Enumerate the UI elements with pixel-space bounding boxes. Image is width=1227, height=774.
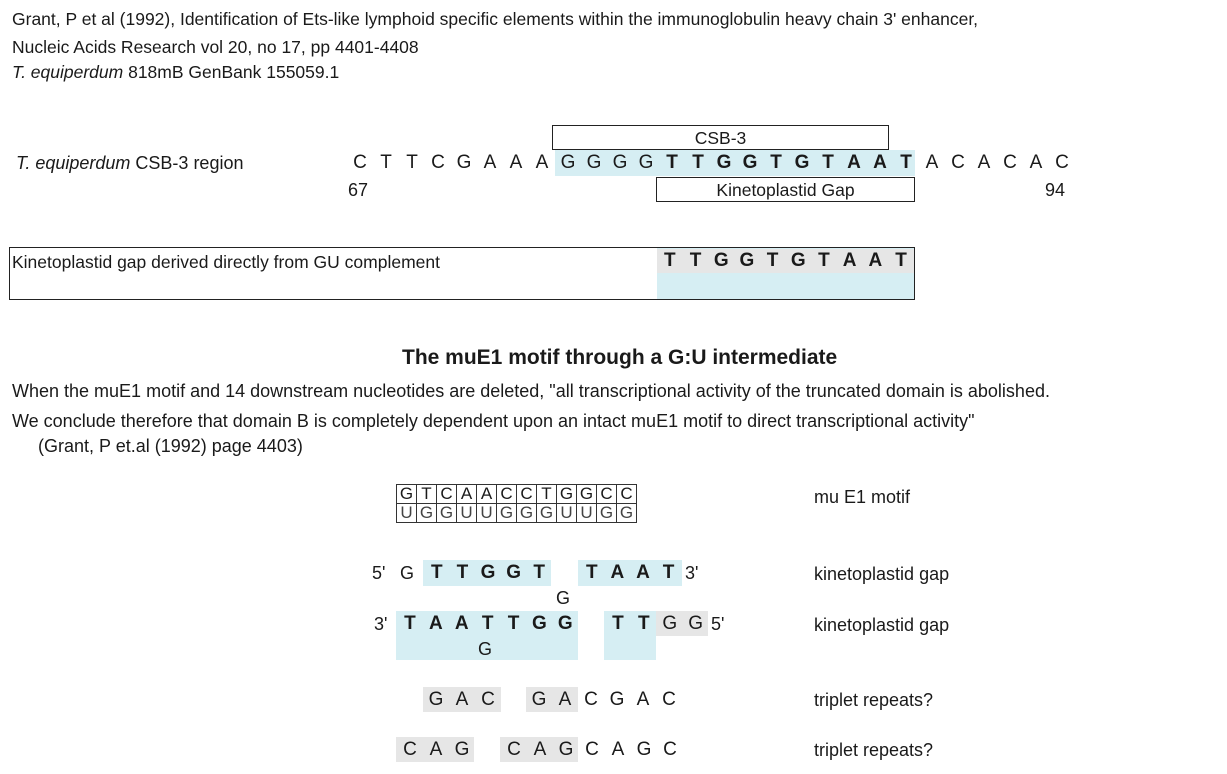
gap2-bulge-base: G [478,639,493,659]
csb-sequence [347,151,1075,175]
nucleotide: G [586,152,602,173]
nucleotide: G [739,250,755,271]
nucleotide: G [428,689,444,710]
citation-line-1: Grant, P et al (1992), Identification of Ets-like lymphoid specific elements within the immunoglobulin heavy chain 3' enhancer, [12,9,979,29]
nucleotide: C [1055,152,1069,173]
nucleotide: A [455,689,469,710]
nucleotide: T [689,250,702,271]
nucleotide: G [558,739,574,760]
nucleotide: T [692,152,704,173]
nucleotide: C [507,739,521,760]
motif-cell: C [517,485,537,504]
motif-cell: G [557,485,577,504]
nucleotide: T [380,152,392,173]
nucleotide: A [868,250,883,271]
csb-region-text: CSB-3 region [130,153,244,173]
nucleotide: T [900,152,912,173]
nucleotide: A [611,739,625,760]
nucleotide: T [585,562,598,583]
nucleotide: G [688,613,703,634]
nucleotide: C [403,739,417,760]
nucleotide: A [483,152,497,173]
nucleotide: C [951,152,965,173]
nucleotide: T [404,613,416,634]
nucleotide: G [612,152,628,173]
gap-derived-sequence [657,249,914,273]
nucleotide: A [636,562,650,583]
gap1-5prime: 5' [372,563,386,583]
nucleotide: G [794,152,810,173]
nucleotide: G [532,613,547,634]
motif-cell: A [457,485,477,504]
gap-derived-label: Kinetoplastid gap derived directly from GU complement [12,252,440,272]
gap1-right-sequence [579,561,681,585]
triplet2-a-sequence [397,738,475,762]
motif-cell: U [577,504,597,523]
nucleotide: C [431,152,445,173]
motif-cell: U [397,504,417,523]
gap2-left-sequence [397,612,578,636]
nucleotide: G [636,739,652,760]
section-paragraph-1: When the muE1 motif and 14 downstream nucleotides are deleted, "all transcriptional activity of the truncated domain is abolished. [12,381,1050,401]
motif-cell: G [617,504,637,523]
triplet1-label: triplet repeats? [814,690,934,710]
nucleotide: G [742,152,758,173]
nucleotide: T [430,562,443,583]
nucleotide: C [353,152,367,173]
nucleotide: A [636,689,650,710]
nucleotide: T [481,613,494,634]
csb-region-label [16,152,243,174]
nucleotide: G [713,250,729,271]
nucleotide: C [585,739,599,760]
nucleotide: G [609,689,625,710]
nucleotide: G [531,689,547,710]
nucleotide: G [790,250,806,271]
triplet2-b-sequence [501,738,683,762]
nucleotide: G [456,152,472,173]
nucleotide: A [873,152,887,173]
nucleotide: T [638,613,650,634]
nucleotide: T [770,152,782,173]
nucleotide: C [662,689,676,710]
nucleotide: T [612,613,624,634]
nucleotide: A [558,689,572,710]
csb-species: T. equiperdum [16,153,131,173]
nucleotide: T [664,250,676,271]
nucleotide: T [895,250,907,271]
motif-cell: C [617,485,637,504]
nucleotide: G [454,739,470,760]
nucleotide: G [557,613,573,634]
motif-cell: U [457,504,477,523]
motif-cell: C [497,485,517,504]
nucleotide: A [1029,152,1043,173]
nucleotide: A [428,613,443,634]
kinetoplastid-gap-label: Kinetoplastid Gap [716,180,855,200]
nucleotide: T [507,613,520,634]
motif-cell: G [397,485,417,504]
gap1-3prime: 3' [685,563,699,583]
nucleotide: T [766,250,779,271]
motif-cell: G [417,504,437,523]
species-name: T. equiperdum [12,62,124,82]
section-citation: (Grant, P et.al (1992) page 4403) [38,436,303,456]
motif-cell: G [517,504,537,523]
motif-cell: G [437,504,457,523]
nucleotide: T [666,152,678,173]
motif-cell: C [437,485,457,504]
nucleotide: G [638,152,654,173]
mue1-motif-grid [396,484,637,523]
gap2-5prime: 5' [711,614,725,634]
triplet2-label: triplet repeats? [814,740,934,760]
nucleotide: T [456,562,469,583]
nucleotide: A [925,152,939,173]
nucleotide: A [842,250,857,271]
nucleotide: C [663,739,677,760]
motif-cell: G [537,504,557,523]
gap1-bulge-base: G [556,588,571,608]
nucleotide: G [560,152,576,173]
triplet1-a-sequence [423,688,501,712]
motif-cell: A [477,485,497,504]
citation-line-2: Nucleic Acids Research vol 20, no 17, pp 4401-4408 [12,37,419,57]
position-start: 67 [348,180,369,200]
nucleotide: G [506,562,521,583]
nucleotide: G [662,613,678,634]
csb3-label: CSB-3 [694,128,747,148]
citation-line-3 [12,61,339,83]
section-title: The muE1 motif through a G:U intermediate [402,346,838,369]
nucleotide: A [509,152,523,173]
gap2-label: kinetoplastid gap [814,615,950,635]
nucleotide: A [533,739,547,760]
nucleotide: T [662,562,675,583]
nucleotide: T [406,152,418,173]
nucleotide: C [584,689,598,710]
motif-cell: T [417,485,437,504]
motif-cell: C [597,485,617,504]
nucleotide: A [847,152,861,173]
motif-cell: G [597,504,617,523]
nucleotide: T [822,152,834,173]
mue1-row-gu [397,504,637,523]
gap2-3prime: 3' [374,614,388,634]
section-paragraph-2: We conclude therefore that domain B is completely dependent upon an intact muE1 motif to direct transcriptional activity" [12,411,975,431]
nucleotide: C [481,689,495,710]
nucleotide: A [429,739,443,760]
nucleotide: A [977,152,991,173]
motif-cell: U [477,504,497,523]
mue1-row-dna [397,485,637,504]
nucleotide: T [818,250,830,271]
nucleotide: A [535,152,549,173]
gap1-left-sequence [424,561,552,585]
mue1-label: mu E1 motif [814,487,911,507]
gap1-lead-base: G [400,563,415,583]
nucleotide: A [610,562,625,583]
nucleotide: T [533,562,545,583]
motif-cell: G [577,485,597,504]
position-end: 94 [1045,180,1066,200]
nucleotide: A [454,613,469,634]
triplet1-b-sequence [526,688,682,712]
gap2-right-sequence [605,612,709,636]
motif-cell: G [497,504,517,523]
motif-cell: U [557,504,577,523]
nucleotide: C [1003,152,1017,173]
nucleotide: G [480,562,496,583]
nucleotide: G [716,152,732,173]
motif-cell: T [537,485,557,504]
genbank-ref: 818mB GenBank 155059.1 [123,62,340,82]
gap1-label: kinetoplastid gap [814,564,950,584]
